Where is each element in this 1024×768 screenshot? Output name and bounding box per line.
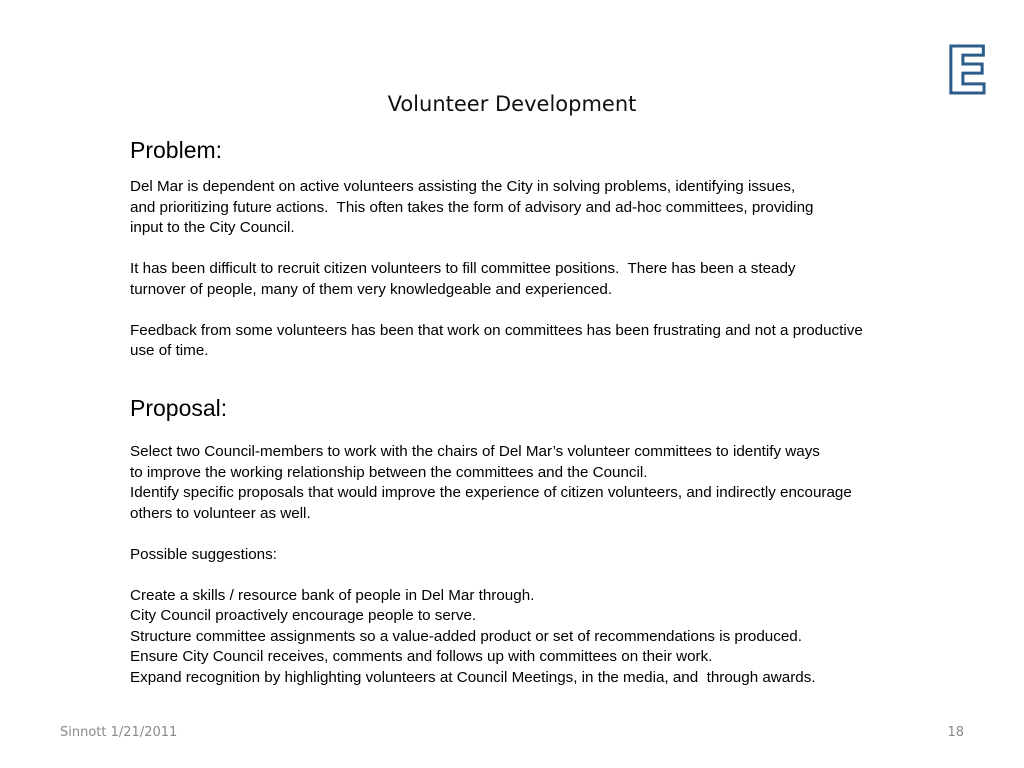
problem-line: input to the City Council. <box>130 219 295 236</box>
footer-page-number: 18 <box>947 725 964 740</box>
problem-heading: Problem: <box>130 137 223 163</box>
problem-body <box>130 177 970 362</box>
problem-line: use of time. <box>130 342 209 359</box>
proposal-line: Possible suggestions: <box>130 545 277 563</box>
section-letter-logo: E <box>945 35 989 109</box>
proposal-heading: Proposal: <box>130 395 228 421</box>
problem-line: turnover of people, many of them very knowledgeable and experienced. <box>130 280 613 298</box>
proposal-line: Structure committee assignments so a value-added product or set of recommendations is produced. <box>130 627 802 645</box>
footer-author-date: Sinnott 1/21/2011 <box>60 725 178 740</box>
proposal-line: Select two Council-members to work with the chairs of Del Mar’s volunteer committees to identify ways <box>130 443 820 460</box>
proposal-line: Create a skills / resource bank of people in Del Mar through. <box>130 586 535 604</box>
problem-line <box>130 300 970 321</box>
problem-line <box>130 239 970 260</box>
proposal-line: City Council proactively encourage people to serve. <box>130 607 477 624</box>
proposal-line: to improve the working relationship between the committees and the Council. <box>130 463 648 481</box>
problem-line: It has been difficult to recruit citizen volunteers to fill committee positions. There has been a steady <box>130 260 796 277</box>
proposal-body <box>130 442 970 688</box>
proposal-line: Identify specific proposals that would improve the experience of citizen volunteers, and indirectly encourage <box>130 484 852 501</box>
problem-line: and prioritizing future actions. This often takes the form of advisory and ad-hoc committees, providing <box>130 198 814 216</box>
proposal-line: Expand recognition by highlighting volunteers at Council Meetings, in the media, and through awards. <box>130 668 816 686</box>
slide-title: Volunteer Development <box>387 92 637 116</box>
problem-line: Del Mar is dependent on active volunteers assisting the City in solving problems, identifying issues, <box>130 178 796 195</box>
problem-line: Feedback from some volunteers has been that work on committees has been frustrating and not a productive <box>130 321 863 339</box>
proposal-line <box>130 565 970 586</box>
proposal-line <box>130 524 970 545</box>
proposal-line: Ensure City Council receives, comments and follows up with committees on their work. <box>130 648 713 665</box>
proposal-line: others to volunteer as well. <box>130 504 311 522</box>
